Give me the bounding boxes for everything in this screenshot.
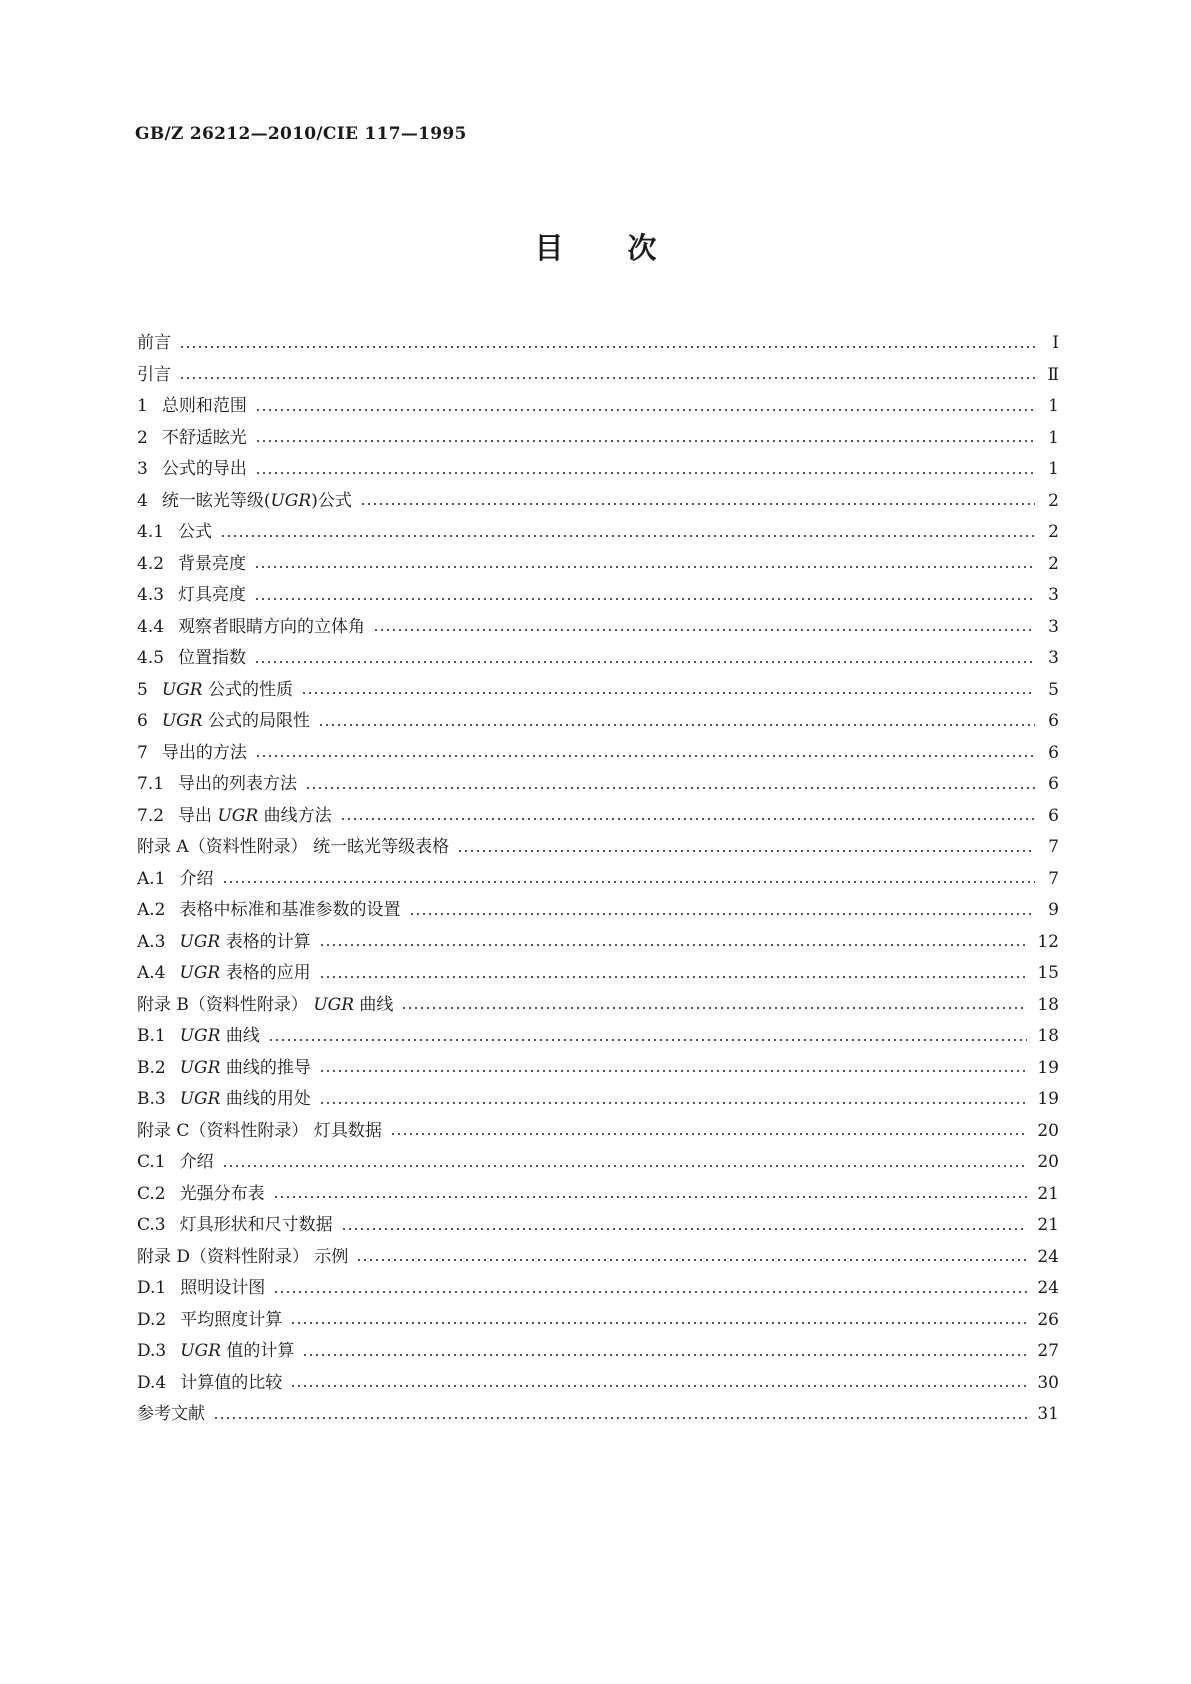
toc-entry-number: 3	[137, 459, 148, 479]
dot-leader	[255, 436, 1035, 446]
toc-entry-number: A.1	[137, 868, 166, 889]
toc-entry-page: 24	[1037, 1278, 1059, 1298]
toc-entry-number: B.2	[137, 1057, 166, 1078]
toc-entry-title: UGR 值的计算	[180, 1341, 295, 1361]
toc-entry[interactable]	[137, 1305, 1059, 1337]
dot-leader	[254, 594, 1035, 604]
toc-entry[interactable]	[137, 1242, 1059, 1274]
toc-entry-title: 照明设计图	[180, 1278, 266, 1298]
dot-leader	[220, 531, 1035, 541]
dot-leader	[273, 1287, 1027, 1297]
toc-entry-title: UGR 曲线的推导	[179, 1057, 311, 1078]
dot-leader	[319, 940, 1028, 950]
toc-entry-title: 导出 UGR 曲线方法	[178, 805, 332, 826]
dot-leader	[254, 657, 1035, 667]
toc-entry-number: A.2	[137, 900, 166, 920]
toc-entry[interactable]	[137, 1336, 1059, 1368]
toc-entry-page: 18	[1037, 994, 1059, 1015]
toc-entry[interactable]	[137, 675, 1059, 707]
dot-leader	[179, 342, 1035, 352]
toc-entry-number: C.1	[137, 1152, 166, 1172]
toc-entry[interactable]	[137, 486, 1059, 518]
toc-entry-title: 公式的导出	[161, 459, 247, 479]
toc-entry-page: 6	[1048, 805, 1059, 826]
toc-entry-page: 2	[1048, 553, 1059, 574]
toc-entry-page: 27	[1037, 1341, 1059, 1361]
toc-entry-number: 4.5	[137, 648, 165, 668]
toc-entry-title: 观察者眼睛方向的立体角	[178, 616, 366, 637]
toc-entry-page: 19	[1037, 1057, 1059, 1078]
toc-entry-page: 26	[1037, 1309, 1059, 1330]
dot-leader	[302, 1350, 1027, 1360]
toc-entry[interactable]	[137, 423, 1059, 455]
dot-leader	[213, 1413, 1027, 1423]
toc-entry[interactable]	[137, 958, 1059, 990]
dot-leader	[301, 688, 1035, 698]
toc-entry-page: 1	[1048, 427, 1059, 448]
toc-entry-number: 5	[137, 679, 148, 700]
toc-entry-title: 计算值的比较	[180, 1372, 283, 1393]
toc-entry-page: 9	[1048, 900, 1059, 920]
toc-entry-number: C.2	[137, 1183, 166, 1204]
toc-entry-title: 附录 C（资料性附录） 灯具数据	[137, 1120, 382, 1141]
toc-entry-title: 介绍	[179, 868, 214, 889]
toc-entry[interactable]	[137, 612, 1059, 644]
toc-entry-title: 前言	[137, 333, 171, 353]
toc-entry[interactable]	[137, 454, 1059, 486]
dot-leader	[290, 1381, 1027, 1391]
dot-leader	[356, 1255, 1027, 1265]
toc-entry-page: 6	[1048, 711, 1059, 731]
toc-entry[interactable]	[137, 990, 1059, 1022]
toc-entry-number: D.2	[137, 1309, 167, 1330]
toc-entry-page: 2	[1048, 490, 1059, 511]
toc-entry-page: 21	[1037, 1215, 1059, 1235]
toc-entry-number: 2	[137, 427, 148, 448]
dot-leader	[305, 783, 1035, 793]
toc-entry-page: 3	[1048, 648, 1059, 668]
dot-leader	[319, 1098, 1028, 1108]
toc-entry-page: 24	[1037, 1246, 1059, 1267]
toc-entry-number: 7.2	[137, 805, 165, 826]
toc-entry-page: 15	[1037, 963, 1059, 983]
toc-entry-page: 6	[1048, 742, 1059, 763]
toc-entry-title: 不舒适眩光	[161, 427, 247, 448]
toc-entry-page: 20	[1037, 1152, 1059, 1172]
toc-entry[interactable]	[137, 549, 1059, 581]
toc-entry-number: C.3	[137, 1215, 166, 1235]
dot-leader	[255, 751, 1035, 761]
toc-entry-title: 平均照度计算	[180, 1309, 283, 1330]
toc-entry-number: 6	[137, 711, 148, 731]
toc-entry[interactable]	[137, 1053, 1059, 1085]
toc-entry[interactable]	[137, 738, 1059, 770]
toc-entry-title: 背景亮度	[178, 553, 247, 574]
dot-leader	[222, 1161, 1028, 1171]
dot-leader	[179, 373, 1035, 383]
toc-entry-page: 5	[1048, 679, 1059, 700]
toc-entry-number: 4.1	[137, 522, 165, 542]
toc-entry-number: 4.2	[137, 553, 165, 574]
table-of-contents	[137, 328, 1059, 1431]
toc-entry-title: 光强分布表	[179, 1183, 265, 1204]
toc-entry-title: 介绍	[179, 1152, 214, 1172]
toc-entry-number: D.4	[137, 1372, 167, 1393]
toc-entry-title: 灯具形状和尺寸数据	[179, 1215, 333, 1235]
toc-entry[interactable]	[137, 1116, 1059, 1148]
toc-entry-title: UGR 曲线的用处	[179, 1089, 311, 1109]
toc-entry-title: UGR 表格的计算	[179, 931, 311, 952]
toc-entry-page: 31	[1037, 1404, 1059, 1424]
toc-entry[interactable]	[137, 801, 1059, 833]
dot-leader	[409, 909, 1036, 919]
toc-entry-title: UGR 公式的局限性	[161, 711, 310, 731]
toc-title: 目次	[534, 231, 721, 265]
dot-leader	[360, 499, 1035, 509]
dot-leader	[401, 1003, 1027, 1013]
toc-entry-title: 导出的方法	[161, 742, 247, 763]
standard-code: GB/Z 26212—2010/CIE 117—1995	[135, 124, 467, 144]
toc-entry[interactable]	[137, 864, 1059, 896]
toc-entry-page: 7	[1048, 868, 1059, 889]
toc-entry-number: 7.1	[137, 774, 165, 794]
toc-entry-title: 导出的列表方法	[178, 774, 298, 794]
toc-entry-number: 7	[137, 742, 148, 763]
toc-entry[interactable]	[137, 1147, 1059, 1179]
toc-entry-number: A.4	[137, 963, 166, 983]
toc-entry-number: D.3	[137, 1341, 167, 1361]
toc-entry[interactable]	[137, 1179, 1059, 1211]
toc-entry[interactable]	[137, 706, 1059, 738]
toc-entry-number: 4.3	[137, 585, 165, 605]
toc-entry-page: 30	[1037, 1372, 1059, 1393]
toc-entry[interactable]	[137, 1368, 1059, 1400]
toc-entry-number: D.1	[137, 1278, 167, 1298]
toc-entry-title: 统一眩光等级(UGR)公式	[161, 490, 352, 511]
toc-entry-number: B.3	[137, 1089, 166, 1109]
toc-entry[interactable]	[137, 895, 1059, 927]
toc-entry-page: 2	[1048, 522, 1059, 542]
toc-entry-title: 引言	[137, 364, 171, 385]
dot-leader	[254, 562, 1035, 572]
toc-entry-title: 附录 D（资料性附录） 示例	[137, 1246, 349, 1267]
dot-leader	[255, 468, 1035, 478]
toc-entry-number: 4	[137, 490, 148, 511]
toc-entry-title: 公式	[178, 522, 213, 542]
toc-entry-page: Ⅱ	[1047, 364, 1059, 385]
toc-entry-title: 总则和范围	[161, 396, 247, 416]
toc-entry-page: 6	[1048, 774, 1059, 794]
dot-leader	[341, 1224, 1028, 1234]
toc-entry-title: 表格中标准和基准参数的设置	[179, 900, 401, 920]
toc-entry-page: 20	[1037, 1120, 1059, 1141]
dot-leader	[318, 720, 1035, 730]
toc-entry[interactable]	[137, 832, 1059, 864]
toc-entry[interactable]	[137, 517, 1059, 549]
dot-leader	[255, 405, 1035, 415]
toc-entry-number: 1	[137, 396, 148, 416]
toc-entry-page: 21	[1037, 1183, 1059, 1204]
dot-leader	[268, 1035, 1028, 1045]
toc-entry-page: Ⅰ	[1052, 333, 1059, 353]
toc-entry-title: 附录 A（资料性附录） 统一眩光等级表格	[137, 837, 450, 857]
toc-entry-number: B.1	[137, 1026, 166, 1046]
dot-leader	[319, 1066, 1028, 1076]
dot-leader	[290, 1318, 1027, 1328]
toc-entry-page: 18	[1037, 1026, 1059, 1046]
toc-entry[interactable]	[137, 1021, 1059, 1053]
toc-entry-number: A.3	[137, 931, 166, 952]
toc-entry-title: UGR 表格的应用	[179, 963, 311, 983]
toc-entry[interactable]	[137, 769, 1059, 801]
toc-entry-page: 1	[1048, 396, 1059, 416]
toc-entry[interactable]	[137, 391, 1059, 423]
toc-entry-title: 附录 B（资料性附录） UGR 曲线	[137, 994, 394, 1015]
dot-leader	[373, 625, 1035, 635]
toc-entry[interactable]	[137, 643, 1059, 675]
toc-entry[interactable]	[137, 1399, 1059, 1431]
toc-entry[interactable]	[137, 360, 1059, 392]
toc-entry-title: 灯具亮度	[178, 585, 247, 605]
toc-entry-title: 参考文献	[137, 1404, 205, 1424]
dot-leader	[390, 1129, 1028, 1139]
toc-entry[interactable]	[137, 1273, 1059, 1305]
toc-entry-title: 位置指数	[178, 648, 247, 668]
dot-leader	[319, 972, 1028, 982]
dot-leader	[222, 877, 1036, 887]
dot-leader	[457, 846, 1035, 856]
toc-entry[interactable]	[137, 328, 1059, 360]
toc-entry[interactable]	[137, 1210, 1059, 1242]
toc-entry[interactable]	[137, 927, 1059, 959]
dot-leader	[340, 814, 1035, 824]
toc-entry-page: 7	[1048, 837, 1059, 857]
toc-entry-page: 3	[1048, 585, 1059, 605]
toc-entry-page: 19	[1037, 1089, 1059, 1109]
toc-entry-page: 3	[1048, 616, 1059, 637]
toc-entry-title: UGR 公式的性质	[161, 679, 293, 700]
toc-entry[interactable]	[137, 580, 1059, 612]
toc-entry-page: 12	[1037, 931, 1059, 952]
toc-entry-number: 4.4	[137, 616, 165, 637]
toc-entry[interactable]	[137, 1084, 1059, 1116]
toc-entry-page: 1	[1048, 459, 1059, 479]
dot-leader	[273, 1192, 1028, 1202]
toc-entry-title: UGR 曲线	[179, 1026, 260, 1046]
